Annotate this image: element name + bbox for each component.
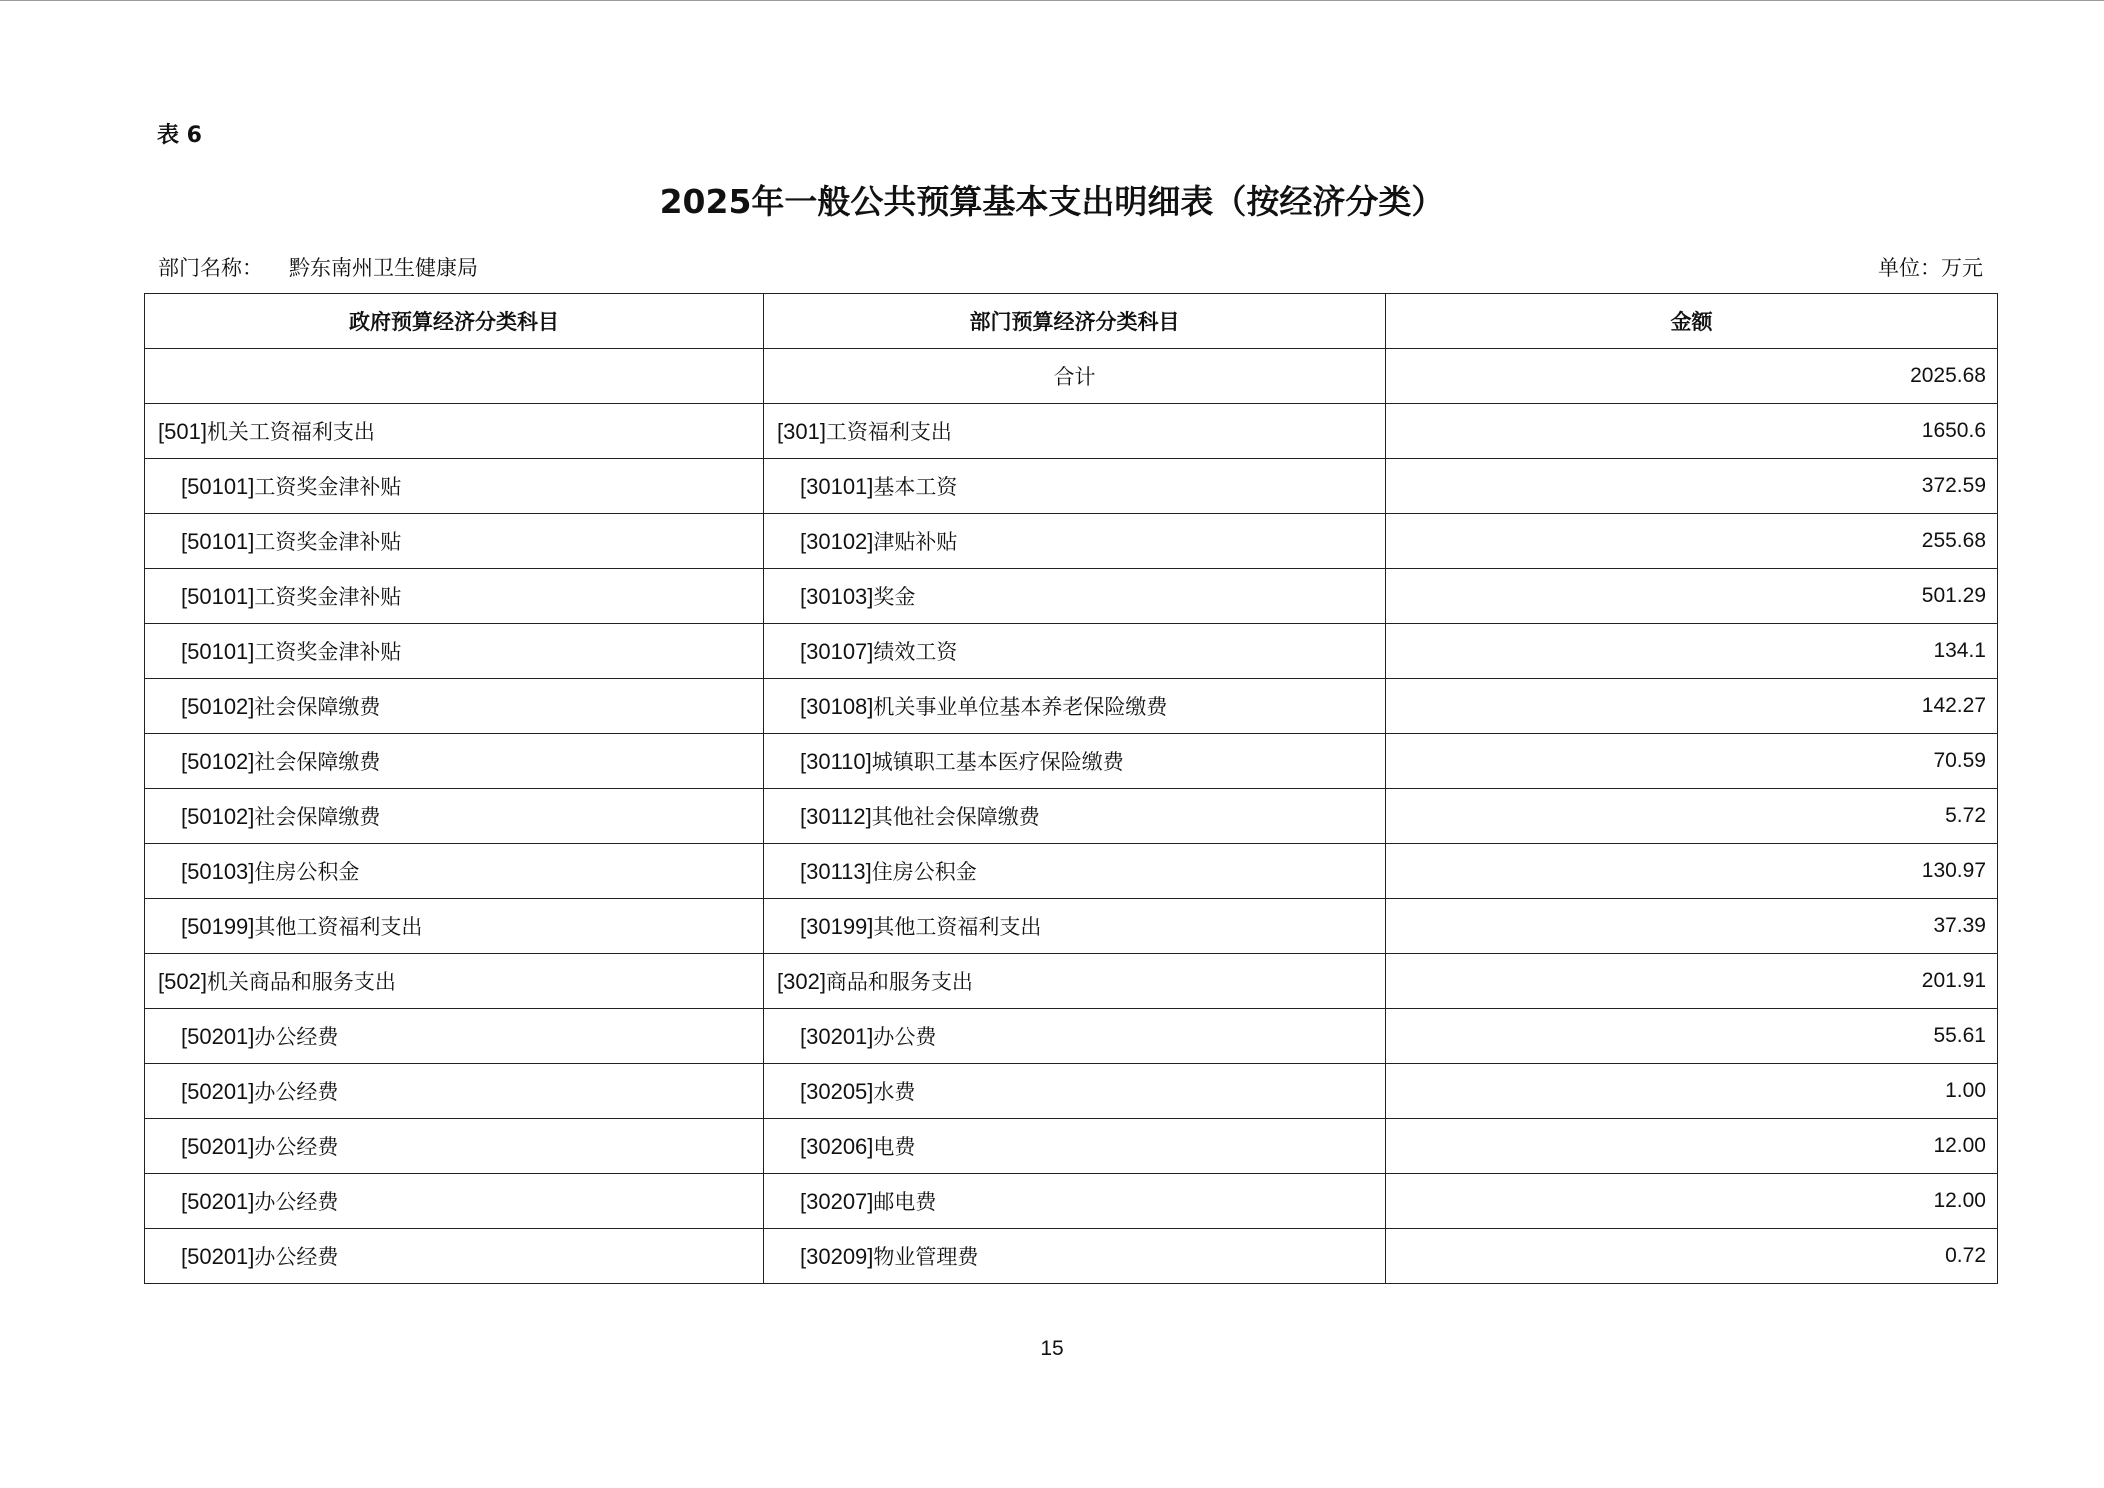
dept-name: 机关事业单位基本养老保险缴费 — [873, 695, 1168, 719]
amount-cell: 1.00 — [1386, 1064, 1998, 1119]
gov-category-cell — [145, 1064, 764, 1119]
page-number: 15 — [1040, 1337, 1064, 1360]
table-row — [145, 1009, 1998, 1064]
gov-code: [50102] — [181, 694, 255, 719]
table-row — [145, 1229, 1998, 1284]
header-dept-category: 部门预算经济分类科目 — [764, 294, 1386, 349]
dept-code: [30102] — [800, 529, 874, 554]
total-amount: 2025.68 — [1386, 349, 1998, 404]
dept-code: [302] — [777, 969, 826, 994]
department-name: 黔东南州卫生健康局 — [289, 256, 478, 280]
amount-cell: 372.59 — [1386, 459, 1998, 514]
amount-cell: 501.29 — [1386, 569, 1998, 624]
table-row — [145, 569, 1998, 624]
amount-cell: 55.61 — [1386, 1009, 1998, 1064]
dept-code: [30107] — [800, 639, 874, 664]
gov-code: [50201] — [181, 1134, 255, 1159]
dept-category-cell — [764, 569, 1386, 624]
table-row — [145, 1064, 1998, 1119]
dept-name: 其他社会保障缴费 — [871, 805, 1040, 829]
dept-code: [301] — [777, 419, 826, 444]
gov-code: [50101] — [181, 474, 255, 499]
gov-name: 工资奖金津补贴 — [254, 530, 402, 554]
gov-category-cell — [145, 1174, 764, 1229]
dept-name: 绩效工资 — [873, 640, 958, 664]
gov-category-cell — [145, 899, 764, 954]
dept-code: [30112] — [800, 804, 872, 829]
gov-category-cell — [145, 679, 764, 734]
gov-category-cell — [145, 1119, 764, 1174]
dept-code: [30108] — [800, 694, 874, 719]
dept-category-cell — [764, 404, 1386, 459]
department-label: 部门名称： — [158, 256, 263, 280]
dept-category-cell — [764, 734, 1386, 789]
table-body — [145, 349, 1998, 1284]
gov-name: 工资奖金津补贴 — [254, 475, 402, 499]
gov-name: 机关工资福利支出 — [206, 420, 375, 444]
dept-category-cell — [764, 844, 1386, 899]
gov-name: 办公经费 — [254, 1190, 339, 1214]
department-line — [158, 252, 478, 282]
dept-name: 城镇职工基本医疗保险缴费 — [871, 750, 1124, 774]
amount-cell: 201.91 — [1386, 954, 1998, 1009]
table-row — [145, 1174, 1998, 1229]
dept-name: 邮电费 — [873, 1190, 937, 1214]
gov-code: [50102] — [181, 804, 255, 829]
dept-category-cell — [764, 789, 1386, 844]
table-row — [145, 459, 1998, 514]
gov-category-cell — [145, 954, 764, 1009]
dept-name: 电费 — [873, 1135, 916, 1159]
dept-code: [30113] — [800, 859, 872, 884]
document-title: 2025年一般公共预算基本支出明细表（按经济分类） — [659, 182, 1445, 221]
gov-code: [50199] — [181, 914, 255, 939]
table-row — [145, 624, 1998, 679]
table-header-row — [145, 294, 1998, 349]
dept-name: 其他工资福利支出 — [873, 915, 1042, 939]
gov-name: 工资奖金津补贴 — [254, 640, 402, 664]
table-row — [145, 899, 1998, 954]
gov-category-cell — [145, 459, 764, 514]
dept-code: [30205] — [800, 1079, 874, 1104]
header-amount: 金额 — [1386, 294, 1998, 349]
dept-name: 水费 — [873, 1080, 916, 1104]
total-gov-cell — [145, 349, 764, 404]
gov-category-cell — [145, 404, 764, 459]
table-row — [145, 1119, 1998, 1174]
dept-name: 住房公积金 — [871, 860, 977, 884]
table-row — [145, 789, 1998, 844]
dept-category-cell — [764, 1119, 1386, 1174]
gov-category-cell — [145, 734, 764, 789]
gov-category-cell — [145, 514, 764, 569]
dept-category-cell — [764, 459, 1386, 514]
amount-cell: 12.00 — [1386, 1119, 1998, 1174]
dept-code: [30103] — [800, 584, 874, 609]
dept-code: [30101] — [800, 474, 874, 499]
dept-code: [30199] — [800, 914, 874, 939]
dept-category-cell — [764, 954, 1386, 1009]
dept-name: 基本工资 — [873, 475, 958, 499]
dept-name: 物业管理费 — [873, 1245, 979, 1269]
header-gov-category: 政府预算经济分类科目 — [145, 294, 764, 349]
dept-category-cell — [764, 1174, 1386, 1229]
dept-name: 工资福利支出 — [825, 420, 952, 444]
amount-cell: 70.59 — [1386, 734, 1998, 789]
dept-category-cell — [764, 1229, 1386, 1284]
gov-name: 机关商品和服务支出 — [206, 970, 396, 994]
dept-code: [30201] — [800, 1024, 874, 1049]
amount-cell: 5.72 — [1386, 789, 1998, 844]
gov-code: [502] — [158, 969, 207, 994]
gov-category-cell — [145, 624, 764, 679]
dept-category-cell — [764, 679, 1386, 734]
table-row — [145, 844, 1998, 899]
gov-category-cell — [145, 1009, 764, 1064]
gov-name: 工资奖金津补贴 — [254, 585, 402, 609]
gov-name: 社会保障缴费 — [254, 750, 381, 774]
gov-code: [501] — [158, 419, 207, 444]
gov-code: [50201] — [181, 1189, 255, 1214]
dept-name: 津贴补贴 — [873, 530, 958, 554]
gov-name: 社会保障缴费 — [254, 695, 381, 719]
gov-code: [50102] — [181, 749, 255, 774]
gov-name: 办公经费 — [254, 1135, 339, 1159]
gov-name: 办公经费 — [254, 1025, 339, 1049]
total-row — [145, 349, 1998, 404]
table-row — [145, 954, 1998, 1009]
dept-category-cell — [764, 899, 1386, 954]
gov-name: 其他工资福利支出 — [254, 915, 423, 939]
dept-name: 商品和服务支出 — [825, 970, 973, 994]
gov-code: [50101] — [181, 584, 255, 609]
dept-name: 办公费 — [873, 1025, 937, 1049]
dept-code: [30206] — [800, 1134, 874, 1159]
amount-cell: 12.00 — [1386, 1174, 1998, 1229]
gov-code: [50201] — [181, 1024, 255, 1049]
budget-table — [144, 293, 1998, 1284]
table-number: 表 6 — [157, 123, 202, 148]
amount-cell: 130.97 — [1386, 844, 1998, 899]
gov-name: 办公经费 — [254, 1080, 339, 1104]
amount-cell: 0.72 — [1386, 1229, 1998, 1284]
gov-category-cell — [145, 569, 764, 624]
page-top-border — [0, 0, 2104, 1]
table-row — [145, 679, 1998, 734]
table-row — [145, 514, 1998, 569]
gov-code: [50201] — [181, 1079, 255, 1104]
dept-category-cell — [764, 1064, 1386, 1119]
dept-code: [30110] — [800, 749, 872, 774]
table-row — [145, 404, 1998, 459]
dept-code: [30207] — [800, 1189, 874, 1214]
table-row — [145, 734, 1998, 789]
gov-name: 住房公积金 — [254, 860, 360, 884]
dept-name: 奖金 — [873, 585, 916, 609]
gov-code: [50201] — [181, 1244, 255, 1269]
gov-category-cell — [145, 844, 764, 899]
dept-category-cell — [764, 1009, 1386, 1064]
total-label: 合计 — [764, 349, 1386, 404]
amount-cell: 142.27 — [1386, 679, 1998, 734]
unit-label: 单位：万元 — [1878, 256, 1983, 280]
dept-category-cell — [764, 624, 1386, 679]
gov-name: 办公经费 — [254, 1245, 339, 1269]
amount-cell: 134.1 — [1386, 624, 1998, 679]
amount-cell: 255.68 — [1386, 514, 1998, 569]
gov-category-cell — [145, 789, 764, 844]
amount-cell: 1650.6 — [1386, 404, 1998, 459]
gov-code: [50103] — [181, 859, 255, 884]
amount-cell: 37.39 — [1386, 899, 1998, 954]
gov-name: 社会保障缴费 — [254, 805, 381, 829]
gov-category-cell — [145, 1229, 764, 1284]
gov-code: [50101] — [181, 639, 255, 664]
gov-code: [50101] — [181, 529, 255, 554]
dept-category-cell — [764, 514, 1386, 569]
dept-code: [30209] — [800, 1244, 874, 1269]
